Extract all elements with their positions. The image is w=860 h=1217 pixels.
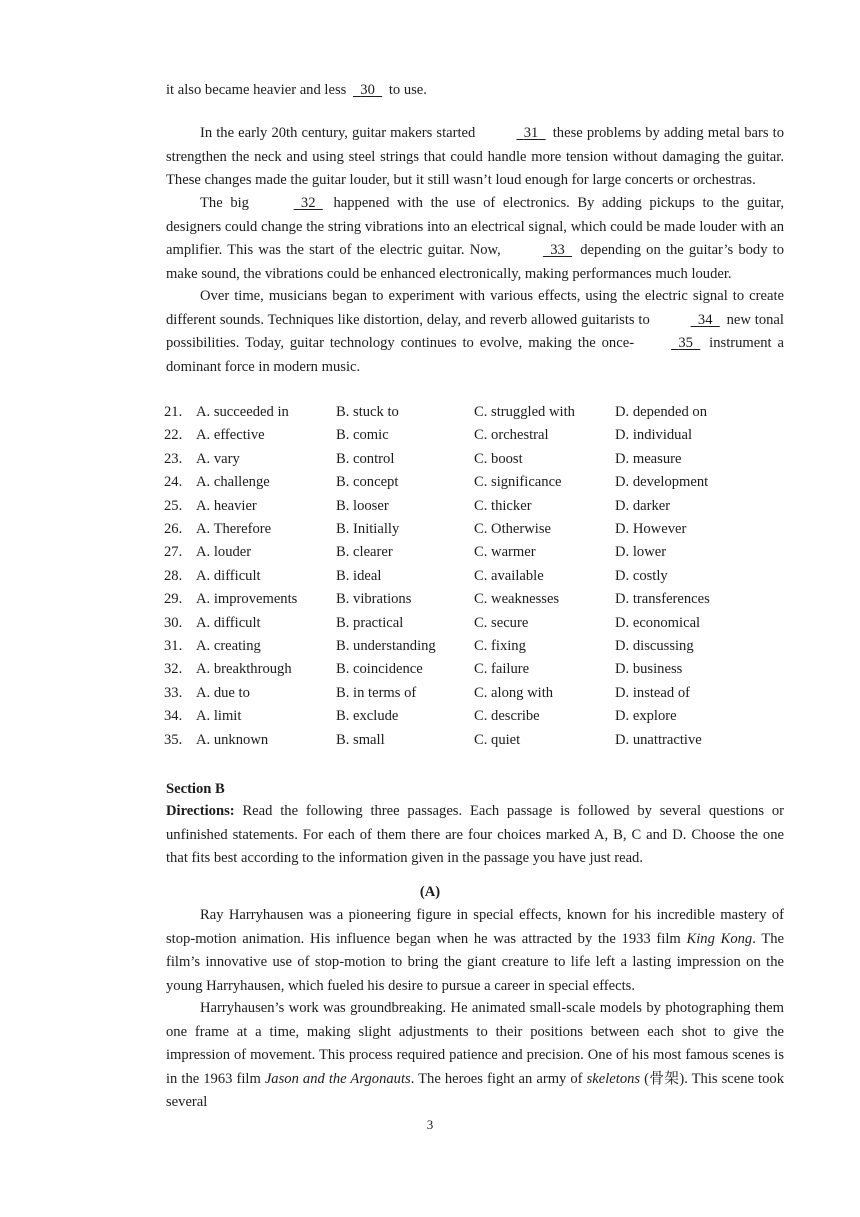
option-row — [164, 565, 755, 588]
option-row — [164, 448, 755, 471]
directions-label: Directions: — [166, 803, 235, 819]
option-c: C. thicker — [474, 497, 532, 514]
question-number: 22. — [164, 427, 183, 444]
option-a: A. effective — [196, 427, 265, 444]
option-b: B. coincidence — [336, 661, 423, 678]
question-number: 33. — [164, 684, 183, 701]
option-d: D. explore — [615, 708, 677, 725]
directions-text: Read the following three passages. Each passage is followed by several questions or unfinished statements. For each of them there are four choices marked A, B, C and D. Choose the one that fits best according to the information given in the passage you have just read. — [166, 803, 784, 866]
option-b: B. exclude — [336, 708, 399, 725]
section-b-directions — [166, 800, 784, 871]
option-row — [164, 705, 755, 728]
section-b-title: Section B — [166, 781, 225, 797]
option-a: A. challenge — [196, 474, 270, 491]
option-a: A. unknown — [196, 731, 269, 748]
option-a: A. louder — [196, 544, 252, 561]
blank-33: 33 — [550, 242, 565, 258]
option-c: C. along with — [474, 684, 554, 701]
question-number: 28. — [164, 567, 183, 584]
option-row — [164, 588, 755, 611]
option-row — [164, 471, 755, 494]
option-d: D. discussing — [615, 638, 694, 655]
blank-32: 32 — [300, 195, 316, 211]
passage-paragraph-2: The big 32 happened with the use of electronics. By adding pickups to the guitar, designers could change the string vibrations into an electrical signal, which could be made louder with an amplifier. This was the start of the electric guitar. Now, 33 depending on the guitar’s body to make sound, the vibrations could be enhanced electronically, making performances much louder. — [166, 192, 784, 286]
option-a: A. vary — [196, 450, 240, 467]
question-number: 24. — [164, 474, 183, 491]
option-d: D. economical — [615, 614, 701, 631]
option-c: C. warmer — [474, 544, 536, 561]
option-row — [164, 518, 755, 541]
option-a: A. difficult — [196, 567, 261, 584]
option-row — [164, 658, 755, 681]
option-d: D. individual — [615, 427, 693, 444]
option-a: A. limit — [196, 708, 242, 725]
passage-paragraph-1: In the early 20th century, guitar makers started 31 these problems by adding metal bars to strengthen the neck and using steel strings that could handle more tension without damaging the guitar. These changes made the guitar louder, but it still wasn’t loud enough for large concerts or orchestras. — [166, 122, 784, 193]
passage-a-label: (A) — [419, 884, 441, 900]
option-b: B. ideal — [336, 567, 382, 584]
option-b: B. vibrations — [336, 591, 412, 608]
options-body — [164, 401, 755, 752]
option-c: C. orchestral — [474, 427, 549, 444]
option-row — [164, 495, 755, 518]
question-number: 30. — [164, 614, 183, 631]
option-b: B. understanding — [336, 638, 436, 655]
option-c: C. failure — [474, 661, 530, 678]
option-a: A. succeeded in — [196, 404, 289, 420]
option-b: B. looser — [336, 497, 389, 514]
option-d: D. costly — [615, 567, 668, 584]
option-c: C. available — [474, 567, 544, 584]
option-row — [164, 682, 755, 705]
option-d: D. unattractive — [615, 731, 702, 748]
option-c: C. struggled with — [474, 404, 575, 420]
question-number: 31. — [164, 638, 183, 655]
option-b: B. Initially — [336, 521, 400, 538]
option-row — [164, 541, 755, 564]
option-row — [164, 401, 755, 424]
option-row — [164, 612, 755, 635]
page-number: 3 — [426, 1117, 434, 1132]
blank-31: 31 — [523, 125, 539, 141]
passage-paragraph-3: Over time, musicians began to experiment with various effects, using the electric signal to create different sounds. Techniques like distortion, delay, and reverb allowed guitarists to 34 new tonal possibilities. Today, guitar technology continues to evolve, making the once- 35 instrument a dominant force in modern music. — [166, 288, 784, 375]
option-d: D. business — [615, 661, 683, 678]
option-row — [164, 424, 755, 447]
option-d: D. lower — [615, 544, 667, 561]
option-d: D. transferences — [615, 591, 710, 608]
option-c: C. fixing — [474, 638, 526, 655]
word-skeletons: skeletons — [586, 1070, 641, 1087]
blank-30: 30 — [360, 82, 375, 98]
question-number: 32. — [164, 661, 183, 678]
option-c: C. describe — [474, 708, 540, 725]
question-number: 25. — [164, 497, 183, 514]
question-number: 35. — [164, 731, 183, 748]
option-b: B. clearer — [336, 544, 393, 561]
option-c: C. boost — [474, 450, 523, 467]
option-a: A. breakthrough — [196, 661, 292, 678]
option-c: C. weaknesses — [474, 591, 560, 608]
film-title-king-kong: King Kong — [686, 930, 753, 947]
question-number: 27. — [164, 544, 183, 561]
question-number: 34. — [164, 708, 183, 725]
film-title-jason: Jason and the Argonauts — [264, 1070, 411, 1087]
option-d: D. development — [615, 474, 709, 491]
question-number: 21. — [164, 404, 183, 420]
question-number: 26. — [164, 521, 183, 538]
passage-line-30: it also became heavier and less 30 to use. — [166, 79, 784, 103]
option-a: A. difficult — [196, 614, 261, 631]
blank-34: 34 — [697, 311, 713, 328]
question-number: 29. — [164, 591, 183, 608]
option-c: C. secure — [474, 614, 529, 631]
option-d: D. instead of — [615, 684, 690, 701]
option-row — [164, 729, 755, 752]
option-b: B. in terms of — [336, 684, 417, 701]
option-c: C. significance — [474, 474, 562, 491]
option-d: D. measure — [615, 450, 682, 467]
option-a: A. Therefore — [196, 521, 272, 538]
option-b: B. small — [336, 731, 385, 748]
option-b: B. control — [336, 450, 395, 467]
passage-a-paragraph-2: Harryhausen’s work was groundbreaking. He animated small-scale models by photographing them one frame at a time, making slight adjustments to their positions between each shot to give the impression of movement. This process required patience and precision. One of his most famous scenes is in the 1963 film Jason and the Argonauts. The heroes fight an army of skeletons (骨架). This scene took several — [166, 1000, 784, 1110]
option-a: A. heavier — [196, 497, 257, 514]
option-a: A. improvements — [196, 591, 298, 608]
option-b: B. stuck to — [336, 404, 399, 420]
option-b: B. practical — [336, 614, 404, 631]
question-number: 23. — [164, 450, 183, 467]
option-d: D. depended on — [615, 404, 707, 420]
option-a: A. due to — [196, 684, 250, 701]
cloze-options-table — [164, 401, 755, 752]
option-b: B. concept — [336, 474, 399, 491]
option-row — [164, 635, 755, 658]
option-d: D. However — [615, 521, 687, 538]
option-d: D. darker — [615, 497, 671, 514]
option-c: C. quiet — [474, 731, 521, 748]
passage-a-paragraph-1: Ray Harryhausen was a pioneering figure in special effects, known for his incredible mastery of stop-motion animation. His influence began when he was attracted by the 1933 film King Kong. The film’s innovative use of stop-motion to bring the giant creature to life left a lasting impression on the young Harryhausen, which fueled his desire to pursue a career in special effects. — [166, 907, 785, 994]
option-a: A. creating — [196, 638, 261, 655]
option-c: C. Otherwise — [474, 521, 552, 538]
option-b: B. comic — [336, 427, 389, 444]
blank-35: 35 — [678, 335, 693, 351]
